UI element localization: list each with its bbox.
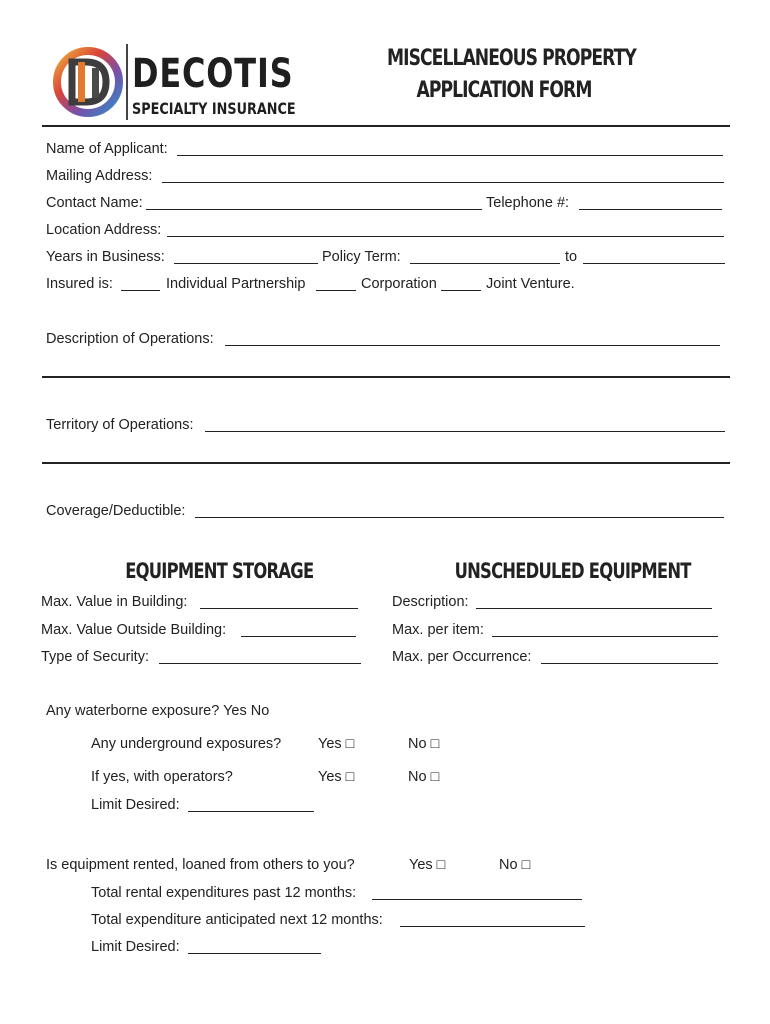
operators-no-checkbox[interactable]: No □ — [408, 769, 440, 785]
insured-is-label: Insured is: — [46, 276, 113, 292]
with-operators-label: If yes, with operators? — [91, 769, 233, 785]
policy-term-start-field[interactable] — [410, 263, 560, 264]
policy-term-end-field[interactable] — [583, 263, 725, 264]
name-of-applicant-label: Name of Applicant: — [46, 141, 168, 157]
max-value-outside-building-label: Max. Value Outside Building: — [41, 622, 227, 638]
anticipated-next-12-months-field[interactable] — [400, 926, 585, 927]
type-of-security-label: Type of Security: — [41, 649, 149, 665]
unscheduled-description-field[interactable] — [476, 608, 712, 609]
individual-check-field[interactable] — [121, 290, 160, 291]
joint-venture-check-field[interactable] — [441, 290, 481, 291]
joint-venture-label: Joint Venture. — [486, 276, 575, 292]
individual-partnership-label: Individual Partnership — [166, 276, 306, 292]
max-per-occurrence-label: Max. per Occurrence: — [392, 649, 532, 665]
rented-yes-checkbox[interactable]: Yes □ — [409, 857, 446, 873]
coverage-deductible-label: Coverage/Deductible: — [46, 503, 186, 519]
underground-no-checkbox[interactable]: No □ — [408, 736, 440, 752]
anticipated-next-12-months-label: Total expenditure anticipated next 12 months: — [91, 912, 383, 928]
name-of-applicant-field[interactable] — [177, 155, 723, 156]
territory-of-operations-field[interactable] — [205, 431, 725, 432]
brand-name: DECOTIS — [132, 51, 294, 97]
policy-term-to-label: to — [565, 249, 578, 265]
policy-term-label: Policy Term: — [322, 249, 401, 265]
description-of-operations-label: Description of Operations: — [46, 331, 214, 347]
waterborne-exposure-label: Any waterborne exposure? Yes No — [46, 703, 270, 719]
exposure-limit-desired-label: Limit Desired: — [91, 797, 180, 813]
logo-divider — [126, 44, 128, 120]
territory-rule — [42, 462, 730, 464]
max-per-item-field[interactable] — [492, 636, 718, 637]
operations-rule — [42, 376, 730, 378]
equipment-storage-heading: EQUIPMENT STORAGE — [125, 559, 314, 583]
decotis-monogram-icon — [52, 46, 124, 118]
rented-no-checkbox[interactable]: No □ — [499, 857, 531, 873]
max-per-occurrence-field[interactable] — [541, 663, 718, 664]
unscheduled-description-label: Description: — [392, 594, 469, 610]
contact-name-label: Contact Name: — [46, 195, 143, 211]
coverage-deductible-field[interactable] — [195, 517, 724, 518]
description-of-operations-field[interactable] — [225, 345, 720, 346]
max-value-outside-building-field[interactable] — [241, 636, 356, 637]
max-value-in-building-label: Max. Value in Building: — [41, 594, 188, 610]
corporation-check-field[interactable] — [316, 290, 356, 291]
underground-exposures-label: Any underground exposures? — [91, 736, 282, 752]
form-title-line2: APPLICATION FORM — [416, 78, 592, 103]
years-in-business-label: Years in Business: — [46, 249, 165, 265]
max-per-item-label: Max. per item: — [392, 622, 484, 638]
type-of-security-field[interactable] — [159, 663, 361, 664]
mailing-address-label: Mailing Address: — [46, 168, 153, 184]
rental-past-12-months-label: Total rental expenditures past 12 months: — [91, 885, 357, 901]
header-rule — [42, 125, 730, 127]
underground-yes-checkbox[interactable]: Yes □ — [318, 736, 355, 752]
rental-past-12-months-field[interactable] — [372, 899, 582, 900]
brand-tagline: SPECIALTY INSURANCE — [132, 99, 296, 118]
telephone-label: Telephone #: — [486, 195, 570, 211]
company-logo — [52, 44, 296, 122]
operators-yes-checkbox[interactable]: Yes □ — [318, 769, 355, 785]
max-value-in-building-field[interactable] — [200, 608, 358, 609]
unscheduled-equipment-heading: UNSCHEDULED EQUIPMENT — [454, 559, 691, 583]
exposure-limit-desired-field[interactable] — [188, 811, 314, 812]
years-in-business-field[interactable] — [174, 263, 318, 264]
location-address-field[interactable] — [167, 236, 724, 237]
location-address-label: Location Address: — [46, 222, 162, 238]
rental-limit-desired-field[interactable] — [188, 953, 321, 954]
form-title-line1: MISCELLANEOUS PROPERTY — [387, 46, 636, 71]
rental-limit-desired-label: Limit Desired: — [91, 939, 180, 955]
contact-name-field[interactable] — [146, 209, 482, 210]
territory-of-operations-label: Territory of Operations: — [46, 417, 194, 433]
corporation-label: Corporation — [361, 276, 437, 292]
equipment-rented-label: Is equipment rented, loaned from others to you? — [46, 857, 355, 873]
mailing-address-field[interactable] — [162, 182, 724, 183]
telephone-field[interactable] — [579, 209, 722, 210]
